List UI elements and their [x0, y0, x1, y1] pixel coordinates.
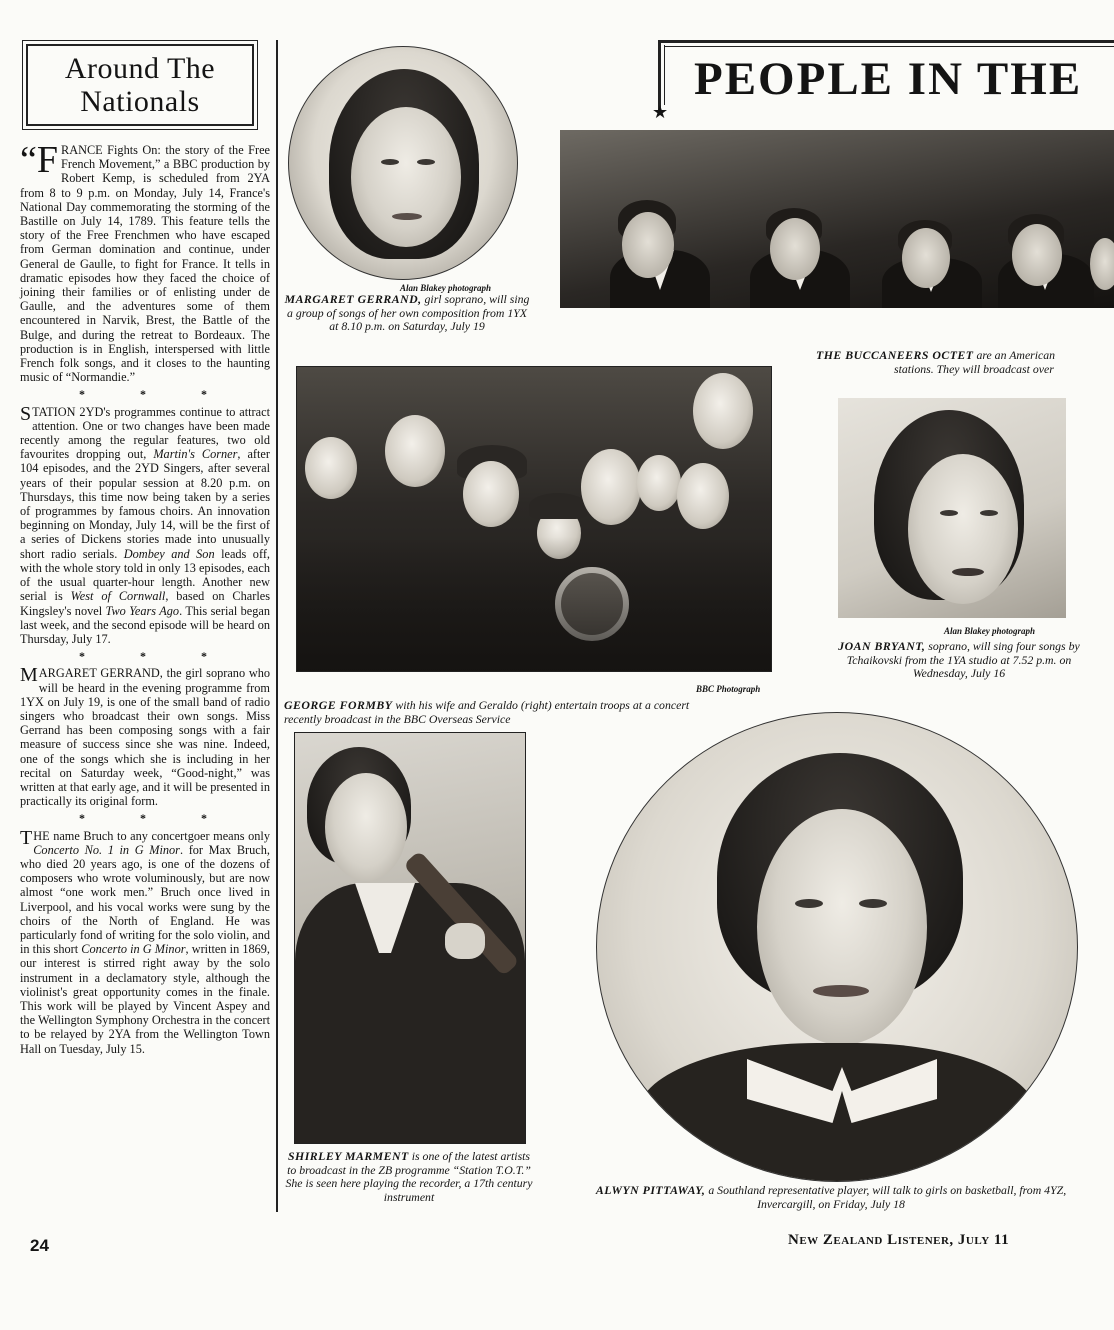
masthead-rule-left — [658, 40, 661, 110]
page-number: 24 — [30, 1236, 49, 1255]
section-heading-line1: Around The — [64, 52, 216, 85]
caption-buccaneers-line2: stations. They will broadcast over — [894, 362, 1054, 376]
caption-gerrand — [283, 293, 531, 334]
article-column — [20, 139, 270, 1056]
photo-alwyn-pittaway — [596, 712, 1078, 1182]
article-bruch-text-a: HE name Bruch to any concertgoer means only — [33, 828, 270, 843]
caption-name: MARGARET GERRAND, — [284, 292, 422, 306]
separator: * * * — [79, 387, 233, 402]
column-divider — [276, 40, 278, 1212]
article-2yd-text-c: leads off, with the whole story told in only 13 episodes, each of the usual quarter-hour length. Another new serial is — [20, 546, 270, 604]
caption-pittaway — [586, 1184, 1076, 1211]
separator: * * * — [79, 649, 233, 664]
caption-text: a Southland representative player, will talk to girls on basketball, from 4YZ, Invercargill, on Friday, July 18 — [705, 1183, 1067, 1211]
masthead-rule-top — [658, 40, 1114, 43]
drop-cap — [20, 139, 59, 181]
photo-credit: Alan Blakey photograph — [944, 626, 1036, 636]
section-heading-line2: Nationals — [80, 85, 200, 118]
article-bruch-text-b: . for Max Bruch, who died 20 years ago, is one of the dozens of composers who wrote voluminously, but are now almost “one work men.” Bruch once lived in Liverpool, and his vocal works were sung by the choirs of the North of England. He was particularly fond of writing for the solo violin, and in this short — [20, 842, 270, 957]
caption-text: is one of the latest artists to broadcast in the ZB programme “Station T.O.T.” She is seen here playing the recorder, a 17th century instrument — [285, 1149, 533, 1204]
initial-cap: S — [20, 402, 32, 425]
photo-credit: Alan Blakey photograph — [400, 283, 492, 293]
publication-footer: New Zealand Listener, July 11 — [788, 1232, 1010, 1248]
article-bruch — [20, 826, 270, 1056]
article-2yd-text-a: TATION 2YD's programmes continue to attract attention. One or two changes have been made recently among the regular features, two old favourites dropping out, — [20, 404, 270, 462]
title-two-years-ago: Two Years Ago — [105, 603, 180, 618]
article-2yd-text-e: . This serial began last week, and the second episode will be heard on Thursday, July 17. — [20, 603, 270, 646]
title-concerto-g-minor: Concerto in G Minor — [81, 942, 186, 957]
article-2yd-text-d: , based on Charles Kingsley's novel — [20, 589, 270, 618]
title-concerto-no1: Concerto No. 1 in G Minor — [33, 842, 180, 857]
article-gerrand — [20, 666, 270, 808]
masthead-rule-top-inner — [664, 46, 1114, 47]
caption-name: JOAN BRYANT, — [838, 639, 926, 653]
drop-cap-letter: F — [36, 139, 59, 181]
photo-margaret-gerrand — [288, 46, 518, 280]
star-icon: ★ — [652, 102, 669, 122]
initial-cap: M — [20, 664, 38, 687]
caption-name: SHIRLEY MARMENT — [287, 1149, 409, 1163]
caption-formby — [284, 699, 714, 726]
masthead-title: PEOPLE IN THE — [694, 53, 1083, 105]
caption-text-line1: are an American — [973, 348, 1056, 362]
section-heading — [65, 52, 215, 118]
initial-cap: T — [20, 826, 33, 849]
open-quote: “ — [20, 139, 37, 181]
caption-buccaneers — [816, 349, 1114, 363]
separator: * * * — [79, 811, 233, 826]
photo-credit: BBC Photograph — [696, 684, 761, 694]
article-france-text: RANCE Fights On: the story of the Free French Movement,” a BBC production by Robert Kemp, is scheduled from 2YA from 8 to 9 p.m. on Monday, July 14, France's National Day commemorating the storming of the Bastille on July 14, 1789. This feature tells the story of the Free Frenchmen who have escaped from German domination and continue, under General de Gaulle, to fight for France. It tells in dramatic episodes how they faced the choice of joining their families or of enlisting under de Gaulle, and the adventures some of them encountered in Narvik, Brest, the Battle of the Bulge, and during the retreat to Bordeaux. The production is in English, interspersed with little French folk songs, and it closes to the haunting music of “Normandie.” — [20, 143, 270, 385]
article-2yd-text-b: , after 104 episodes, and the 2YD Singers, after several years of their popular session at 8.20 p.m. on Thursdays, this time now being taken by a series of programmes by famous choirs. An innovation beginning on Monday, July 14, will be the first of a series of Dickens stories made into unusually short radio serials. — [20, 447, 270, 561]
caption-text: with his wife and Geraldo (right) entertain troops at a concert recently broadcast in the BBC Overseas Service — [284, 698, 690, 726]
article-bruch-text-c: , written in 1869, our interest is stirred right away by the solo instrument in a declamatory style, although the violinist's great opportunity comes in the finale. This work will be played by Vincent Aspey and the Wellington Symphony Orchestra in the concert to be relayed by 2YA from the Wellington Town Hall on Tuesday, July 15. — [20, 942, 270, 1056]
section-heading-box — [22, 40, 258, 130]
caption-text: girl soprano, will sing a group of songs of her own composition from 1YX at 8.10 p.m. on Saturday, July 19 — [287, 292, 530, 334]
title-dombey: Dombey and Son — [123, 546, 215, 561]
caption-text: soprano, will sing four songs by Tchaikovski from the 1YA studio at 7.52 p.m. on Wednesday, July 16 — [846, 639, 1080, 681]
article-gerrand-text: ARGARET GERRAND, the girl soprano who will be heard in the evening programme from 1YX on July 19, is one of the small band of radio singers who broadcast their own songs. Miss Gerrand has been composing songs with a fair measure of success since she was nine. Indeed, one of the songs which she is including in her recital on Saturday week, “Good-night,” was written at that early age, and it will be presented in practically its original form. — [20, 666, 270, 809]
photo-shirley-marment — [294, 732, 526, 1144]
title-west-of-cornwall: West of Cornwall — [70, 589, 166, 604]
article-france — [20, 139, 270, 385]
caption-marment — [285, 1150, 533, 1204]
photo-buccaneers-octet — [560, 130, 1114, 308]
caption-name: GEORGE FORMBY — [284, 698, 393, 712]
title-martins-corner: Martin's Corner — [153, 447, 238, 462]
article-2yd — [20, 402, 270, 646]
masthead-rule-left-inner — [664, 45, 665, 105]
caption-name: THE BUCCANEERS OCTET — [816, 348, 974, 362]
photo-joan-bryant — [838, 398, 1066, 618]
caption-bryant — [828, 640, 1090, 681]
caption-name: ALWYN PITTAWAY, — [595, 1183, 706, 1197]
photo-george-formby — [296, 366, 772, 672]
